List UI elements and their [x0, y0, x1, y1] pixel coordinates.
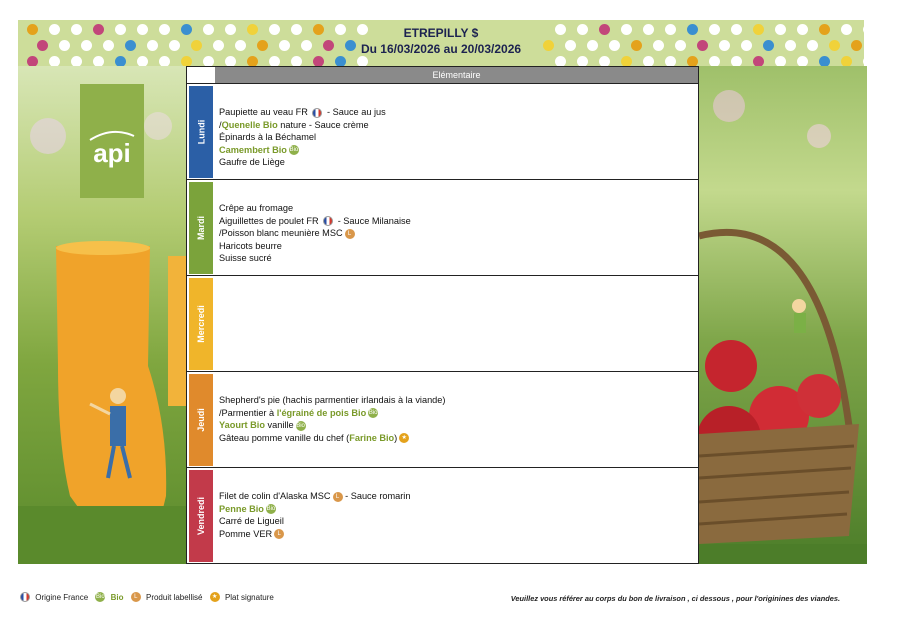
polka-dot [37, 40, 48, 51]
menu-line [219, 515, 410, 528]
polka-dot [335, 56, 346, 66]
bio-icon: Bio [266, 506, 276, 513]
bio-icon: Bio [296, 422, 305, 429]
polka-dot [235, 40, 246, 51]
page-title: ETREPILLY $ [403, 26, 479, 40]
polka-dot [555, 56, 566, 66]
polka-dot [577, 24, 588, 35]
menu-grid [186, 66, 699, 564]
polka-dot [257, 40, 268, 51]
legend-bio-label: Bio [110, 592, 124, 602]
label-icon: L [131, 592, 141, 602]
day-row-mercredi [187, 275, 698, 372]
menu-text: Épinards à la Béchamel [219, 132, 317, 143]
menu-text: nature - Sauce crème [277, 119, 369, 130]
polka-dot [291, 24, 302, 35]
legend-label-label: Produit labellisé [145, 592, 203, 602]
day-label: Vendredi [196, 496, 207, 536]
apple-basket-photo [699, 66, 867, 564]
polka-dot [587, 40, 598, 51]
polka-dot [125, 40, 136, 51]
polka-dot [71, 56, 82, 66]
france-flag-icon [312, 108, 322, 118]
polka-dot [147, 40, 158, 51]
polka-dot [115, 56, 126, 66]
polka-dot [93, 56, 104, 66]
day-tab-mardi [189, 182, 213, 274]
polka-dot [335, 24, 346, 35]
polka-dot [313, 56, 324, 66]
polka-dot [621, 56, 632, 66]
menu-line [219, 407, 445, 420]
polka-dot [841, 24, 852, 35]
menu-text: Filet de colin d'Alaska MSC [219, 491, 331, 501]
polka-dot [357, 24, 368, 35]
menu-text: - Sauce Milanaise [335, 215, 411, 226]
polka-dot [543, 40, 554, 51]
polka-dot [731, 56, 742, 66]
polka-dot [643, 56, 654, 66]
polka-dot [863, 56, 865, 66]
menu-text: ) [394, 432, 398, 443]
polka-dot [599, 56, 610, 66]
polka-dot [819, 24, 830, 35]
polka-dot [357, 56, 368, 66]
polka-dot [137, 56, 148, 66]
polka-dot [599, 24, 610, 35]
polka-dot [225, 24, 236, 35]
menu-text: - Sauce romarin [342, 491, 411, 501]
menu-text: Paupiette au veau FR [219, 107, 311, 117]
bio-text: Yaourt Bio [219, 420, 265, 431]
polka-dot [741, 40, 752, 51]
menu-text: Carré de Ligueil [219, 516, 284, 527]
day-label: Mercredi [196, 305, 206, 343]
menu-text: Shepherd's pie (hachis parmentier irlandais à la viande) [219, 395, 446, 405]
polka-dot [763, 40, 774, 51]
day-row-lundi [187, 83, 698, 180]
polka-dot [555, 24, 566, 35]
bio-icon: Bio [289, 147, 299, 154]
polka-dot [247, 56, 258, 66]
menu-items [219, 202, 411, 265]
polka-dot [137, 24, 148, 35]
boots-photo [18, 66, 186, 564]
polka-dot [181, 24, 192, 35]
legend-origin-label: Origine France [35, 592, 89, 602]
label-icon: L [274, 529, 284, 539]
polka-dot [753, 56, 764, 66]
menu-line [219, 144, 386, 157]
polka-dot [709, 56, 720, 66]
menu-items [219, 490, 410, 540]
menu-line [219, 394, 445, 407]
menu-text: vanille [264, 420, 294, 431]
polka-dot [775, 56, 786, 66]
bio-icon: Bio [96, 594, 105, 600]
bio-text: Penne Bio [219, 503, 264, 514]
menu-line [219, 419, 445, 432]
france-flag-icon [323, 216, 333, 226]
date-range: Du 16/03/2026 au 20/03/2026 [360, 42, 522, 56]
bio-text: Farine Bio [349, 432, 395, 443]
polka-dot [829, 40, 840, 51]
day-tab-mercredi [189, 278, 213, 370]
polka-dot [753, 24, 764, 35]
menu-line [219, 528, 410, 541]
legend [18, 592, 277, 602]
menu-line [219, 240, 411, 253]
polka-dot [159, 24, 170, 35]
polka-dot [225, 56, 236, 66]
menu-line [219, 227, 411, 240]
boots-illustration [18, 66, 186, 564]
day-row-jeudi [187, 371, 698, 468]
polka-dot [665, 56, 676, 66]
menu-line [219, 252, 411, 265]
polka-dot [203, 24, 214, 35]
polka-dot [169, 40, 180, 51]
polka-dot [697, 40, 708, 51]
polka-dot [719, 40, 730, 51]
polka-dot [191, 40, 202, 51]
menu-text: /Poisson blanc meunière MSC [219, 228, 343, 239]
polka-dot [709, 24, 720, 35]
menu-text: / [219, 119, 222, 130]
polka-dot [797, 56, 808, 66]
polka-dot [27, 24, 38, 35]
signature-icon: ★ [399, 433, 409, 443]
menu-items [219, 394, 445, 444]
menu-line [219, 215, 411, 228]
polka-dot [819, 56, 830, 66]
polka-dot [687, 24, 698, 35]
polka-dot [323, 40, 334, 51]
api-logo-text: api [93, 138, 131, 168]
polka-dot [785, 40, 796, 51]
day-label: Mardi [196, 215, 207, 241]
polka-dot [159, 56, 170, 66]
signature-icon: ★ [210, 592, 220, 602]
polka-dot [631, 40, 642, 51]
polka-dot [851, 40, 862, 51]
bio-text: l'égrainé de pois Bio [276, 407, 367, 418]
polka-dot [609, 40, 620, 51]
polka-dot [797, 24, 808, 35]
menu-line [219, 106, 386, 119]
polka-dot [643, 24, 654, 35]
menu-line [219, 432, 445, 445]
polka-dot [247, 24, 258, 35]
menu-items [219, 106, 386, 169]
menu-text: Haricots beurre [219, 240, 282, 251]
polka-dot [313, 24, 324, 35]
menu-text: Suisse sucré [219, 253, 272, 264]
menu-text: Gaufre de Liège [219, 157, 285, 168]
france-flag-icon [20, 592, 30, 602]
day-label: Lundi [196, 119, 206, 145]
polka-dot [665, 24, 676, 35]
polka-dot [103, 40, 114, 51]
delivery-note: Veuillez vous référer au corps du bon de livraison , ci dessous , pour l'originines des viandes. [510, 594, 840, 603]
polka-dot [115, 24, 126, 35]
polka-dot [181, 56, 192, 66]
polka-dot [841, 56, 852, 66]
polka-dot [345, 40, 356, 51]
menu-line [219, 490, 410, 503]
polka-dot [621, 24, 632, 35]
polka-dot [81, 40, 92, 51]
menu-text: Gâteau pomme vanille du chef ( [219, 432, 350, 443]
polka-dot [775, 24, 786, 35]
bio-text: Camembert Bio [219, 144, 287, 155]
menu-line [219, 503, 410, 516]
polka-dot [203, 56, 214, 66]
day-tab-vendredi [189, 470, 213, 562]
polka-dot [577, 56, 588, 66]
polka-dot [27, 56, 38, 66]
polka-dot [675, 40, 686, 51]
polka-dot [301, 40, 312, 51]
label-icon: L [345, 229, 355, 239]
menu-text: - Sauce au jus [324, 107, 386, 117]
polka-dot [565, 40, 576, 51]
polka-dot [213, 40, 224, 51]
bio-icon: Bio [368, 410, 378, 417]
day-tab-lundi [189, 86, 213, 178]
polka-dot [49, 56, 60, 66]
polka-dot [807, 40, 818, 51]
menu-text: Crêpe au fromage [219, 203, 294, 213]
polka-dot [731, 24, 742, 35]
label-icon: L [333, 492, 343, 502]
day-label: Jeudi [195, 408, 206, 432]
polka-dot [291, 56, 302, 66]
menu-text: Aiguillettes de poulet FR [219, 215, 322, 226]
polka-dot [93, 24, 104, 35]
polka-dot [49, 24, 60, 35]
bio-text: Quenelle Bio [221, 119, 278, 130]
menu-text: /Parmentier à [219, 407, 277, 418]
menu-line [219, 202, 411, 215]
polka-dot [71, 24, 82, 35]
polka-dot [269, 56, 280, 66]
menu-line [219, 131, 386, 144]
polka-dot [269, 24, 280, 35]
menu-text: Pomme VER [219, 528, 273, 539]
polka-dot [279, 40, 290, 51]
menu-line [219, 156, 386, 169]
polka-dot [687, 56, 698, 66]
polka-dot [653, 40, 664, 51]
polka-dot [59, 40, 70, 51]
menu-line [219, 119, 386, 132]
basket-illustration [699, 66, 867, 564]
day-tab-jeudi [189, 374, 213, 466]
legend-signature-label: Plat signature [224, 592, 274, 602]
day-row-vendredi [187, 467, 698, 564]
column-header-elementaire: Elémentaire [215, 67, 698, 83]
header-banner [18, 20, 864, 66]
day-row-mardi [187, 179, 698, 276]
